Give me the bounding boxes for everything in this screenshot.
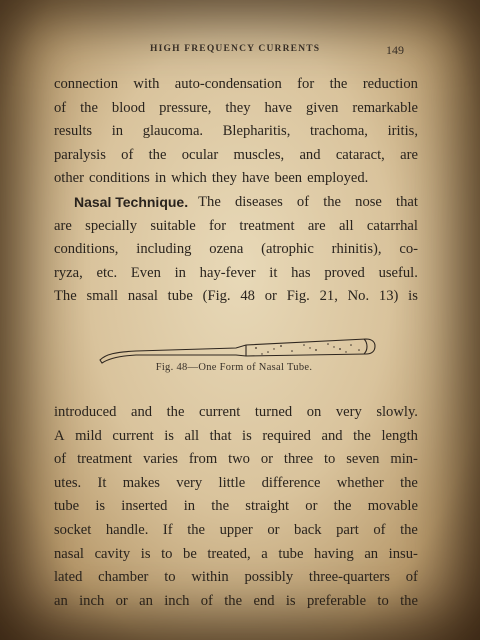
paragraph-1-line: connection with auto-condensation for the reduction [54, 76, 418, 92]
paragraph-3-line: introduced and the current turned on very slowly. [54, 404, 418, 420]
paragraph-3-line: lated chamber to within possibly three-quarters of [54, 569, 418, 586]
paragraph-3-line: tube is inserted in the straight or the movable [54, 498, 418, 515]
paragraph-3 [54, 401, 418, 613]
paragraph-2 [54, 191, 418, 309]
nasal-tube-illustration-icon [96, 326, 386, 366]
figure-caption [0, 362, 480, 373]
paragraph-3-line: an inch or an inch of the end is preferable to the [54, 592, 418, 609]
page-header [0, 44, 480, 64]
paragraph-3-line: utes. It makes very little difference whether the [54, 474, 418, 491]
paragraph-2-first-line [54, 191, 418, 215]
paragraph-1-line: of the blood pressure, they have given remarkable [54, 99, 418, 116]
section-heading: Nasal Technique. [74, 194, 189, 210]
paragraph-3-line: socket handle. If the upper or back part of the [54, 521, 418, 538]
paragraph-1-line: results in glaucoma. Blepharitis, trachoma, iritis, [54, 123, 418, 140]
paragraph-1 [54, 73, 418, 191]
paragraph-1-line: paralysis of the ocular muscles, and cataract, are [54, 146, 418, 163]
paragraph-2-line: ryza, etc. Even in hay-fever it has proved useful. [54, 264, 418, 281]
paragraph-3-line: A mild current is all that is required and the length [54, 427, 418, 444]
paragraph-2-first-line-text: The diseases of the nose that [198, 194, 418, 210]
paragraph-2-line: The small nasal tube (Fig. 48 or Fig. 21, No. 13) is [54, 288, 418, 305]
paragraph-1-line: other conditions in which they have been employed. [54, 170, 369, 187]
running-head: HIGH FREQUENCY CURRENTS [150, 44, 321, 54]
paragraph-2-line: are specially suitable for treatment are all catarrhal [54, 217, 418, 234]
page-number: 149 [386, 43, 404, 57]
figure-caption-text: Fig. 48—One Form of Nasal Tube. [155, 362, 313, 373]
paragraph-3-line: of treatment varies from two or three to seven min- [54, 451, 418, 468]
paragraph-3-line: nasal cavity is to be treated, a tube having an insu- [54, 545, 418, 562]
paragraph-2-line: conditions, including ozena (atrophic rhinitis), co- [54, 241, 418, 258]
